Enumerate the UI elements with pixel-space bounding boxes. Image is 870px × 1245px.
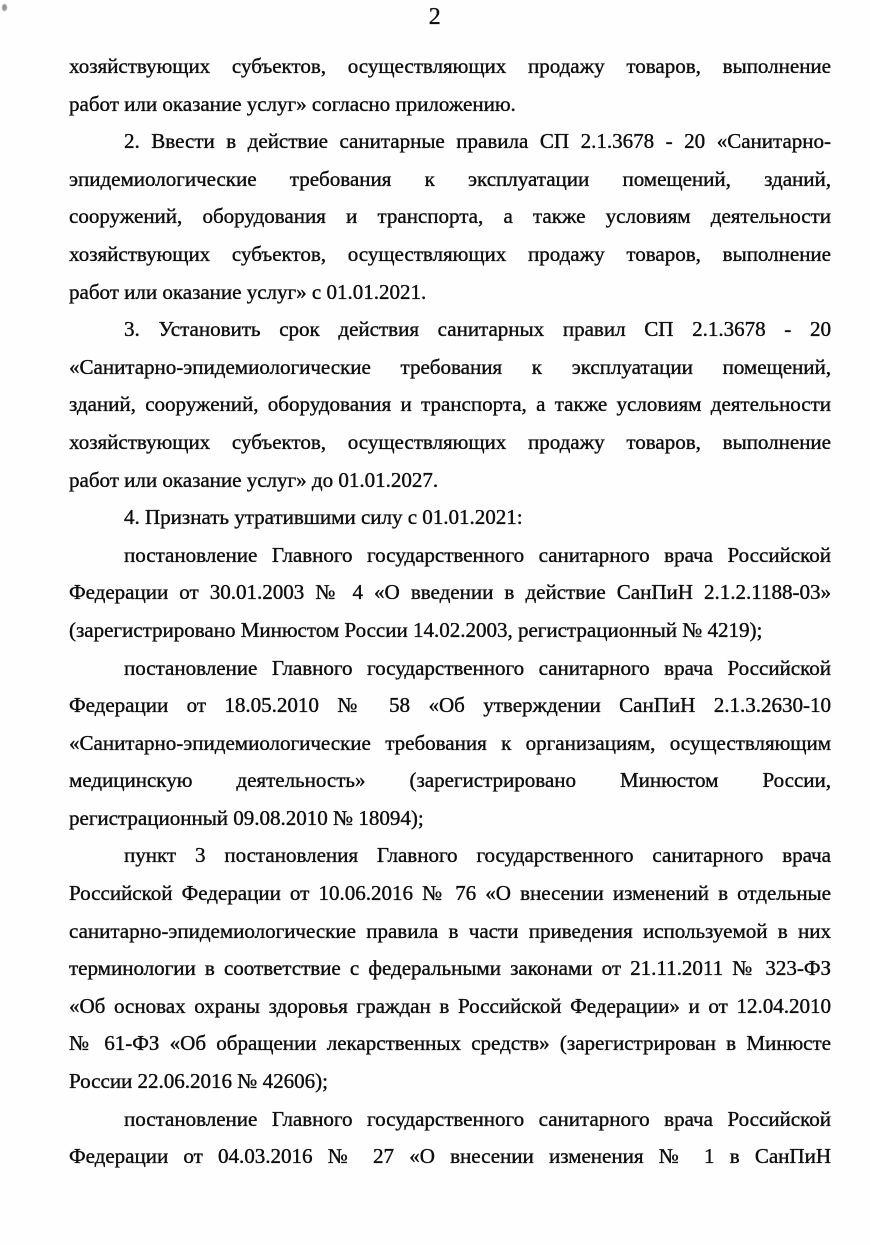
- text-line: медицинскую деятельность» (зарегистрировано Минюстом России,: [69, 768, 831, 793]
- text-line: работ или оказание услуг» до 01.01.2027.: [69, 467, 439, 492]
- text-line: работ или оказание услуг» с 01.01.2021.: [69, 279, 427, 304]
- text-line: регистрационный 09.08.2010 № 18094);: [69, 805, 424, 830]
- text-line: России 22.06.2016 № 42606);: [69, 1069, 328, 1094]
- text-line: 3. Установить срок действия санитарных правил СП 2.1.3678 - 20: [124, 317, 831, 342]
- text-line: санитарно-эпидемиологические правила в части приведения используемой в них: [69, 918, 831, 943]
- text-line: Федерации от 30.01.2003 № 4 «О введении в действие СанПиН 2.1.2.1188-03»: [69, 580, 831, 605]
- text-line: постановление Главного государственного санитарного врача Российской: [124, 1106, 831, 1131]
- text-line: «Санитарно-эпидемиологические требования к организациям, осуществляющим: [69, 730, 831, 755]
- text-line: постановление Главного государственного санитарного врача Российской: [124, 542, 831, 567]
- text-line: 2. Ввести в действие санитарные правила СП 2.1.3678 - 20 «Санитарно-: [124, 129, 831, 154]
- text-line: № 61-ФЗ «Об обращении лекарственных средств» (зарегистрирован в Минюсте: [69, 1031, 831, 1056]
- text-line: «Санитарно-эпидемиологические требования к эксплуатации помещений,: [69, 354, 831, 379]
- text-line: хозяйствующих субъектов, осуществляющих продажу товаров, выполнение: [69, 54, 831, 78]
- document-body: [69, 48, 831, 1176]
- text-line: сооружений, оборудования и транспорта, а также условиям деятельности: [69, 204, 831, 229]
- text-line: Федерации от 18.05.2010 № 58 «Об утверждении СанПиН 2.1.3.2630-10: [69, 693, 831, 718]
- text-line: Российской Федерации от 10.06.2016 № 76 «О внесении изменений в отдельные: [69, 881, 831, 906]
- text-line: хозяйствующих субъектов, осуществляющих продажу товаров, выполнение: [69, 429, 831, 454]
- text-line: работ или оказание услуг» согласно приложению.: [69, 91, 516, 116]
- text-line: зданий, сооружений, оборудования и транспорта, а также условиям деятельности: [69, 392, 831, 417]
- text-line: Федерации от 04.03.2016 № 27 «О внесении изменения № 1 в СанПиН: [69, 1144, 831, 1169]
- text-line: (зарегистрировано Минюстом России 14.02.2003, регистрационный № 4219);: [69, 617, 763, 642]
- page-number: 2: [428, 4, 442, 30]
- text-line: эпидемиологические требования к эксплуатации помещений, зданий,: [69, 166, 831, 191]
- text-line: «Об основах охраны здоровья граждан в Российской Федерации» и от 12.04.2010: [69, 993, 831, 1018]
- text-line: 4. Признать утратившими силу с 01.01.2021:: [124, 505, 523, 530]
- text-line: постановление Главного государственного санитарного врача Российской: [124, 655, 831, 680]
- text-line: хозяйствующих субъектов, осуществляющих продажу товаров, выполнение: [69, 241, 831, 266]
- text-line: терминологии в соответствие с федеральными законами от 21.11.2011 № 323-ФЗ: [69, 956, 831, 981]
- text-line: пункт 3 постановления Главного государственного санитарного врача: [124, 843, 831, 868]
